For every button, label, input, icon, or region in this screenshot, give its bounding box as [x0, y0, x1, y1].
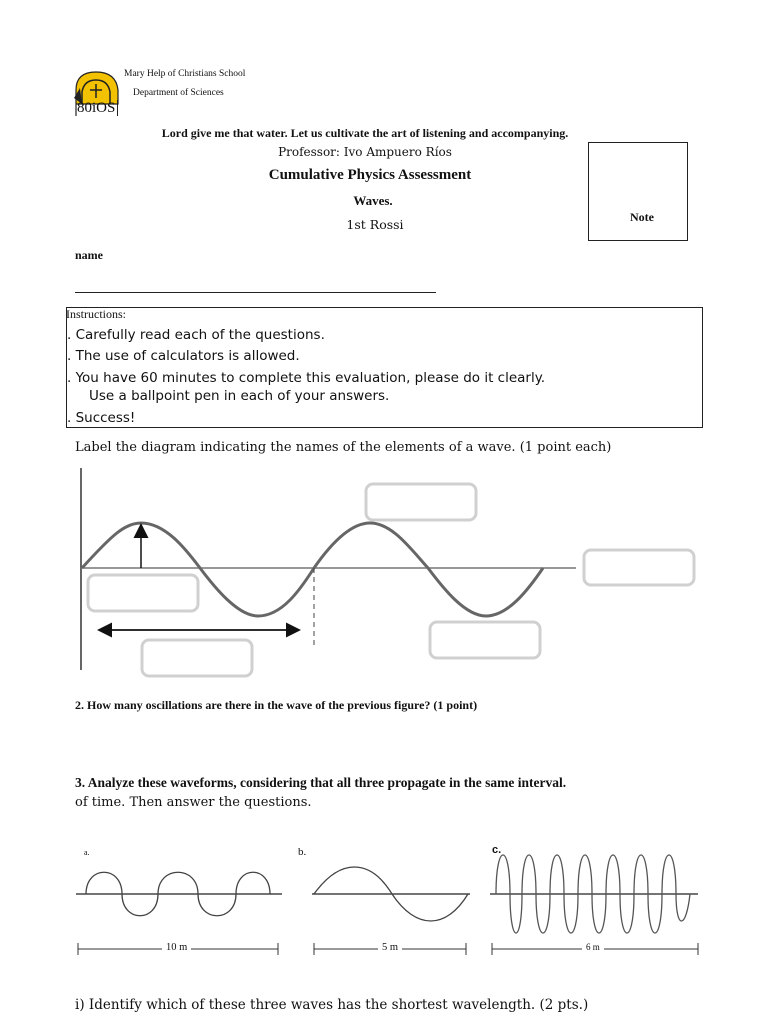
- answer-box-wavelength: [142, 640, 252, 676]
- answer-box-equilibrium: [584, 550, 694, 585]
- waveform-c-length: 6 m: [582, 942, 604, 952]
- waveform-b-label: b.: [298, 846, 307, 858]
- instruction-item: . Success!: [67, 410, 136, 426]
- question-1: Label the diagram indicating the names of the elements of a wave. (1 point each): [75, 440, 612, 455]
- name-label: name: [75, 248, 103, 262]
- wave-diagram: [0, 460, 768, 680]
- instruction-item: Use a ballpoint pen in each of your answers.: [89, 388, 390, 404]
- waveform-c-label: c.: [492, 844, 502, 856]
- question-3-i: i) Identify which of these three waves has the shortest wavelength. (2 pts.): [75, 997, 589, 1013]
- instruction-item: . You have 60 minutes to complete this evaluation, please do it clearly.: [67, 370, 546, 386]
- page-subtitle: Waves.: [353, 193, 393, 208]
- grade-box[interactable]: [588, 142, 688, 241]
- instructions-box: [66, 307, 703, 428]
- logo-text: 80iOS: [77, 100, 118, 116]
- answer-box-trough: [430, 622, 540, 658]
- page-title: Cumulative Physics Assessment: [268, 167, 472, 183]
- instruction-item: . Carefully read each of the questions.: [67, 327, 325, 343]
- grade-label: Note: [630, 210, 654, 224]
- name-field[interactable]: [75, 292, 436, 293]
- question-2: 2. How many oscillations are there in the wave of the previous figure? (1 point): [75, 698, 478, 712]
- instructions-title: Instructions:: [66, 307, 126, 321]
- question-3-line-1: 3. Analyze these waveforms, considering that all three propagate in the same interval.: [75, 775, 567, 790]
- answer-box-crest: [366, 484, 476, 520]
- question-3-line-2: of time. Then answer the questions.: [75, 795, 312, 810]
- school-name: Mary Help of Christians School: [124, 69, 246, 79]
- department-name: Department of Sciences: [133, 88, 224, 98]
- waveform-b-length: 5 m: [378, 942, 402, 953]
- instruction-item: . The use of calculators is allowed.: [67, 348, 300, 364]
- answer-box-amplitude: [88, 575, 198, 611]
- group-name: 1st Rossi: [346, 217, 404, 232]
- professor-name: Professor: Ivo Ampuero Ríos: [278, 145, 452, 159]
- motto: Lord give me that water. Let us cultivate the art of listening and accompanying.: [161, 126, 569, 140]
- waveform-a-label: a.: [84, 848, 90, 857]
- waveform-a-length: 10 m: [162, 942, 191, 953]
